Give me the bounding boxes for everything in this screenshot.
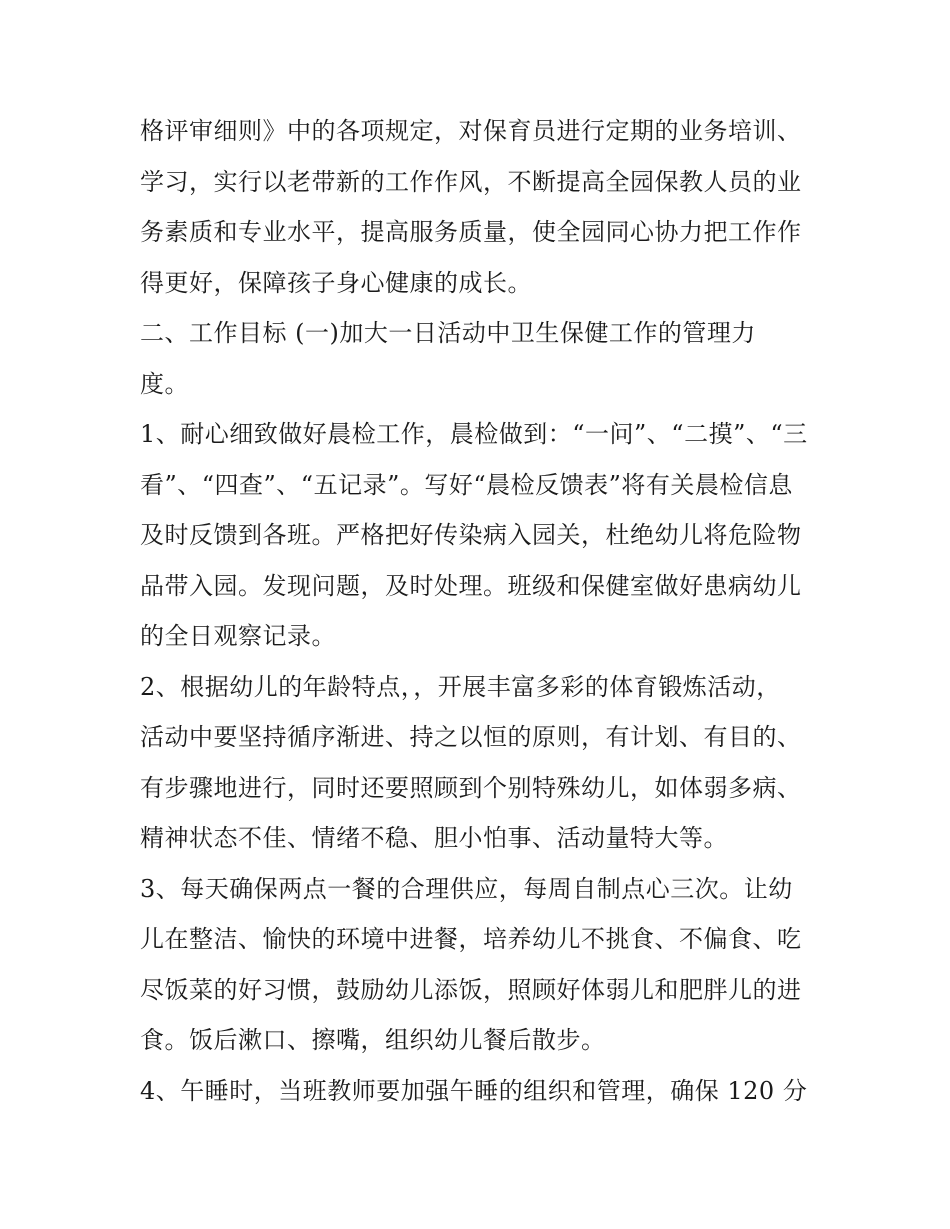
list-item-2-line-1: 2、根据幼儿的年龄特点，，开展丰富多彩的体育锻炼活动， [140,672,781,701]
body-text [140,106,830,1116]
list-item-3-line-2: 儿在整洁、愉快的环境中进餐，培养幼儿不挑食、不偏食、吃 [140,925,802,953]
list-item-2-line-3: 有步骤地进行，同时还要照顾到个别特殊幼儿，如体弱多病、 [140,773,802,802]
list-item-1-line-5: 的全日观察记录。 [140,622,336,650]
list-item-1-line-1: 1、耐心细致做好晨检工作，晨检做到：“一问”、“二摸”、“三 [140,420,808,448]
list-item-3-line-3: 尽饭菜的好习惯，鼓励幼儿添饭，照顾好体弱儿和肥胖儿的进 [140,975,802,1004]
text-line-1: 格评审细则》中的各项规定，对保育员进行定期的业务培训、 [140,117,802,145]
text-line-4: 得更好，保障孩子身心健康的成长。 [140,268,532,297]
list-item-1-line-4: 品带入园。发现问题，及时处理。班级和保健室做好患病幼儿 [140,571,802,600]
list-item-4-line-1: 4、午睡时，当班教师要加强午睡的组织和管理，确保 120 分 [140,1076,808,1105]
list-item-3-line-4: 食。饭后漱口、擦嘴，组织幼儿餐后散步。 [140,1026,606,1054]
list-item-3-line-1: 3、每天确保两点一餐的合理供应，每周自制点心三次。让幼 [140,874,793,903]
text-line-2: 学习，实行以老带新的工作作风，不断提高全园保教人员的业 [140,167,802,196]
text-line-3: 务素质和专业水平，提高服务质量，使全园同心协力把工作作 [140,218,802,246]
section-heading-goals: 二、工作目标 (一)加大一日活动中卫生保健工作的管理力 [140,319,756,347]
list-item-2-line-2: 活动中要坚持循序渐进、持之以恒的原则，有计划、有目的、 [140,723,802,751]
list-item-1-line-3: 及时反馈到各班。严格把好传染病入园关，杜绝幼儿将危险物 [140,521,802,549]
list-item-1-line-2: 看”、“四查”、“五记录”。写好“晨检反馈表”将有关晨检信息 [140,470,793,499]
text-line-6: 度。 [140,369,189,398]
list-item-2-line-4: 精神状态不佳、情绪不稳、胆小怕事、活动量特大等。 [140,824,728,852]
